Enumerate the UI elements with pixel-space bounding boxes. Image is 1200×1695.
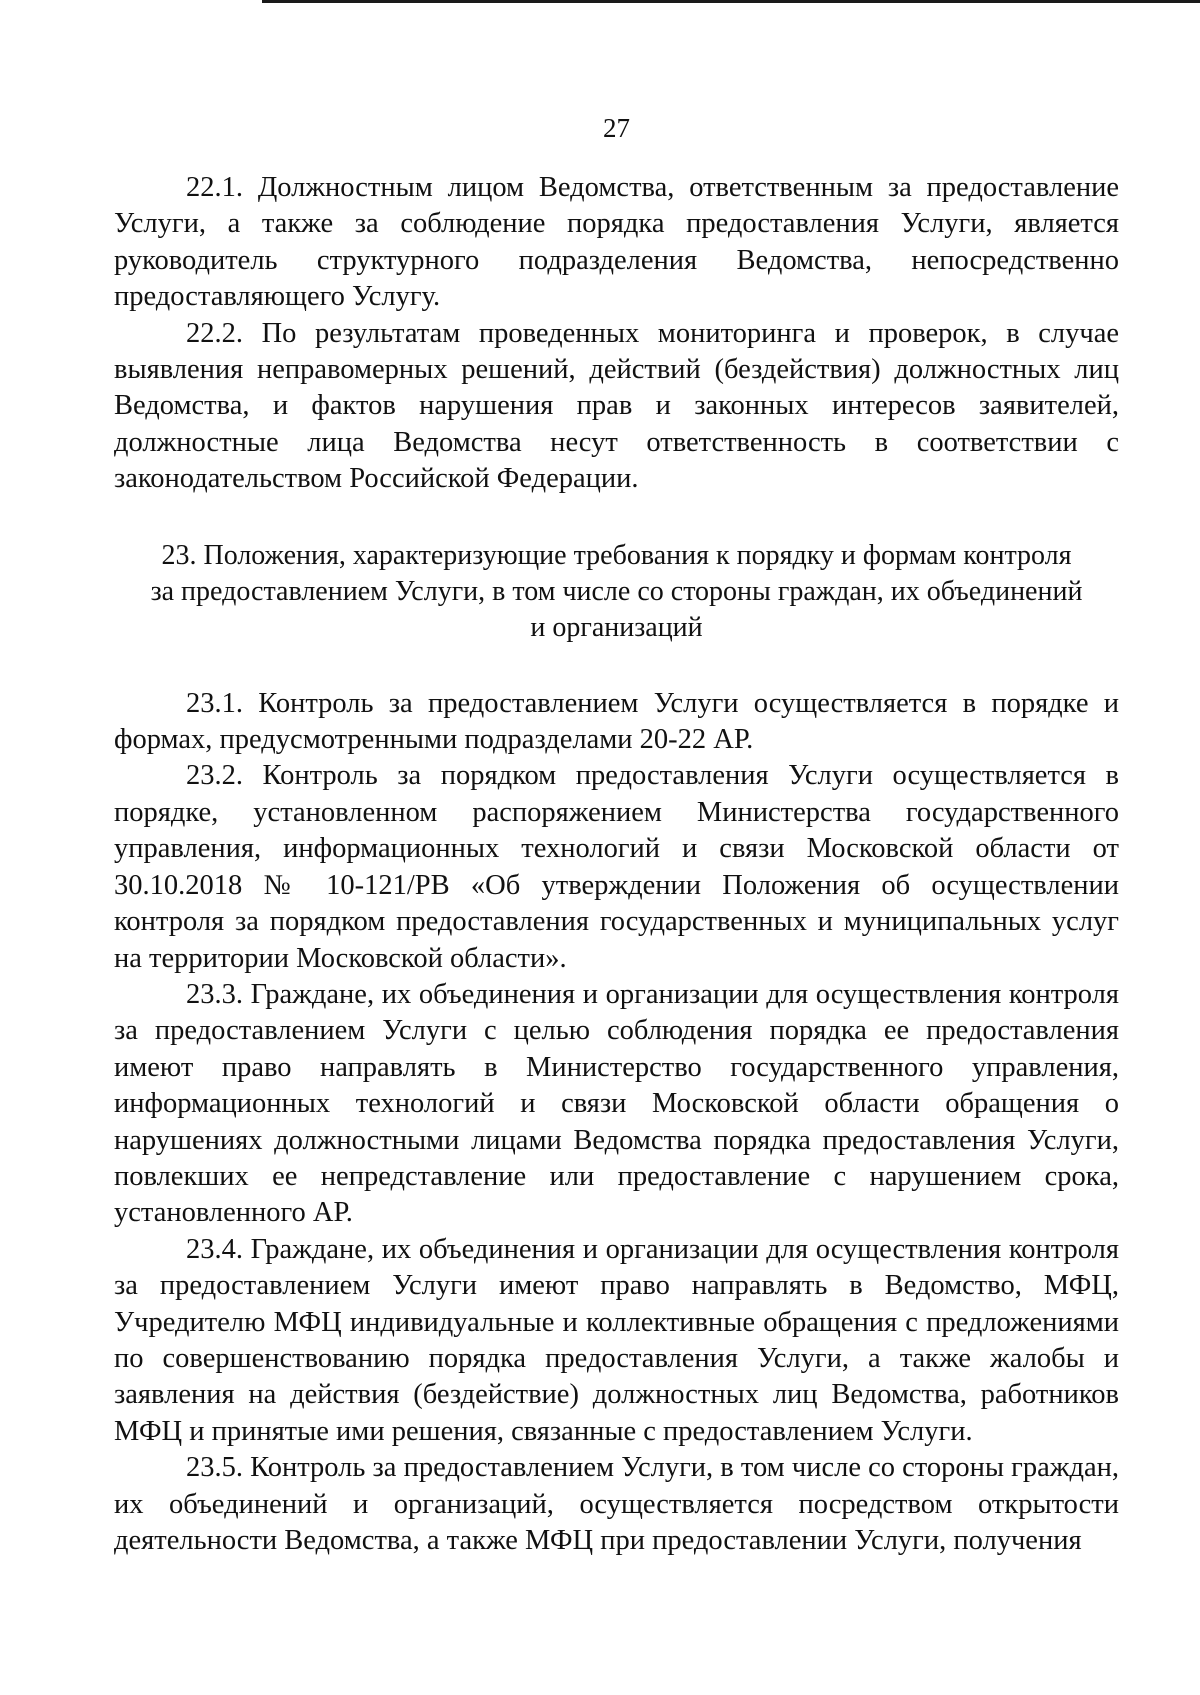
section-23-heading-line-2: за предоставлением Услуги, в том числе со стороны граждан, их объединений: [150, 575, 1083, 607]
section-23-heading-line-3: и организаций: [530, 611, 703, 643]
paragraph-23-3: 23.3. Граждане, их объединения и организации для осуществления контроля за предоставлением Услуги с целью соблюдения порядка ее предоставления имеют право направлять в Министерство государственного управления, информационных технологий и связи Московской области обращения о нарушениях должностными лицами Ведомства порядка предоставления Услуги, повлекших ее непредставление или предоставление с нарушением срока, установленного АР.: [114, 978, 1119, 1229]
section-23-heading: [114, 538, 1119, 646]
paragraph-23-2: 23.2. Контроль за порядком предоставления Услуги осуществляется в порядке, установленном распоряжением Министерства государственного управления, информационных технологий и связи Московской области от 30.10.2018 № 10-121/РВ «Об утверждении Положения об осуществлении контроля за порядком предоставления государственных и муниципальных услуг на территории Московской области».: [114, 760, 1119, 974]
document-body: [114, 170, 1119, 1559]
paragraph-23-1: 23.1. Контроль за предоставлением Услуги осуществляется в порядке и формах, предусмотренными подразделами 20-22 АР.: [114, 687, 1119, 756]
paragraph-22-1: 22.1. Должностным лицом Ведомства, ответственным за предоставление Услуги, а также за соблюдение порядка предоставления Услуги, является руководитель структурного подразделения Ведомства, непосредственно предоставляющего Услугу.: [114, 172, 1119, 313]
scan-edge-line: [262, 0, 1200, 3]
paragraph-23-5: 23.5. Контроль за предоставлением Услуги, в том числе со стороны граждан, их объединений и организаций, осуществляется посредством открытости деятельности Ведомства, а также МФЦ при предоставлении Услуги, получения: [114, 1452, 1119, 1556]
heading-spacer: [114, 646, 1119, 686]
paragraph-23-4: 23.4. Граждане, их объединения и организации для осуществления контроля за предоставлением Услуги имеют право направлять в Ведомство, МФЦ, Учредителю МФЦ индивидуальные и коллективные обращения с предложениями по совершенствованию порядка предоставления Услуги, а также жалобы и заявления на действия (бездействие) должностных лиц Ведомства, работников МФЦ и принятые ими решения, связанные с предоставлением Услуги.: [114, 1233, 1119, 1447]
paragraph-22-2: 22.2. По результатам проведенных мониторинга и проверок, в случае выявления неправомерных решений, действий (бездействия) должностных лиц Ведомства, и фактов нарушения прав и законных интересов заявителей, должностные лица Ведомства несут ответственность в соответствии с законодательством Российской Федерации.: [114, 317, 1119, 495]
page-number: 27: [603, 113, 630, 143]
section-spacer: [114, 498, 1119, 538]
section-23-heading-line-1: 23. Положения, характеризующие требования к порядку и формам контроля: [161, 539, 1072, 571]
